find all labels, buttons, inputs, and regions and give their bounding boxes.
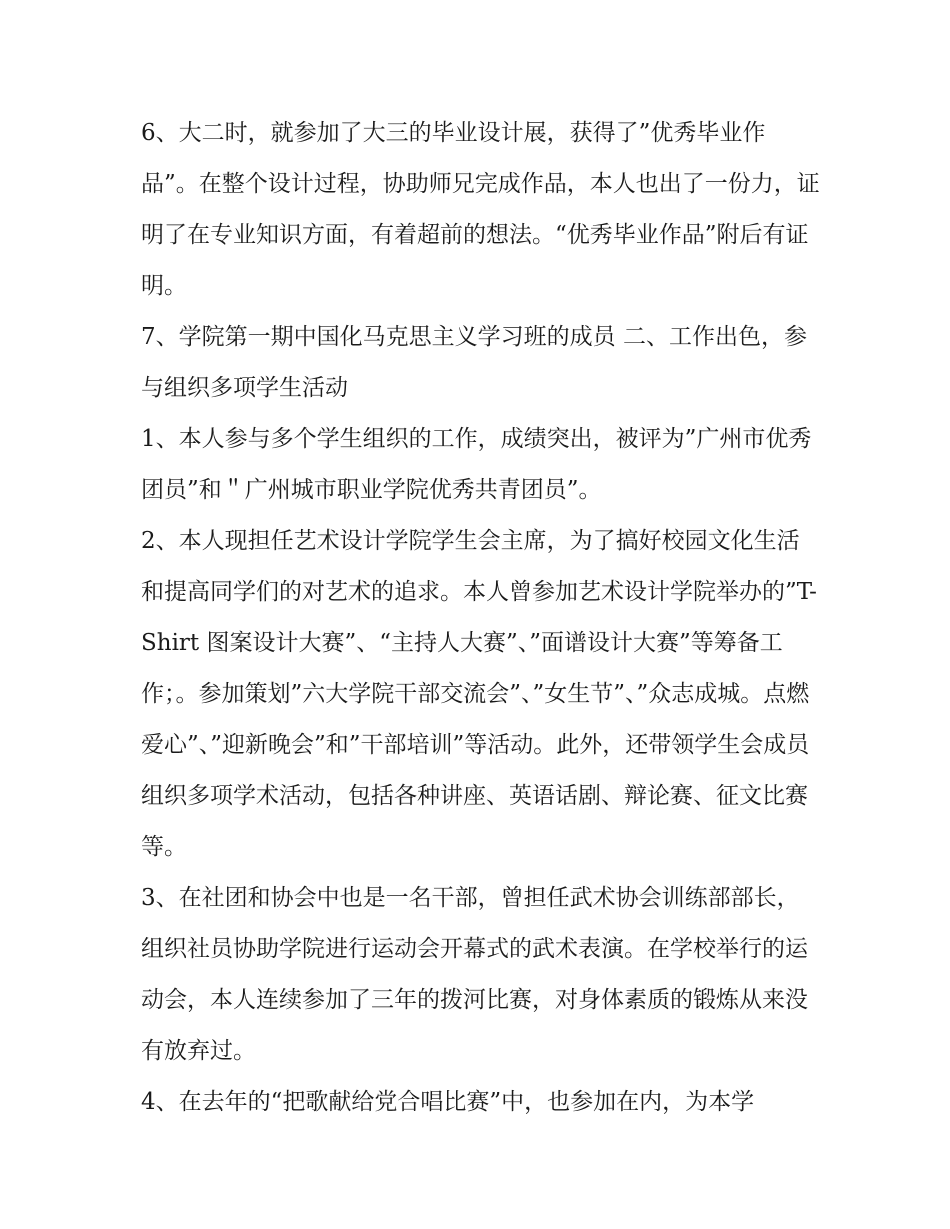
document-body [141,108,821,1128]
paragraph-work-2: 2、本人现担任艺术设计学院学生会主席，为了搞好校园文化生活和提高同学们的对艺术的追求。本人曾参加艺术设计学院举办的”T-Shirt 图案设计大赛”、“主持人大赛”、”面谱设计大赛”等筹备工作；。参加策划”六大学院干部交流会”、”女生节”、”众志成城。点燃爱心”、”迎新晚会”和”干部培训”等活动。此外，还带领学生会成员组织多项学术活动，包括各种讲座、英语话剧、辩论赛、征文比赛等。 [141,528,817,860]
paragraph-work-3: 3、在社团和协会中也是一名干部，曾担任武术协会训练部部长，组织社员协助学院进行运动会开幕式的武术表演。在学校举行的运动会，本人连续参加了三年的拨河比赛，对身体素质的锻炼从来没有放弃过。 [141,885,808,1064]
paragraph-work-4: 4、在去年的“把歌献给党合唱比赛”中，也参加在内，为本学 [141,1089,755,1115]
paragraph-item-7: 7、学院第一期中国化马克思主义学习班的成员 二、工作出色，参与组织多项学生活动 [141,324,807,401]
paragraph-item-6: 6、大二时，就参加了大三的毕业设计展，获得了”优秀毕业作品”。在整个设计过程，协助师兄完成作品，本人也出了一份力，证明了在专业知识方面，有着超前的想法。“优秀毕业作品”附后有证明。 [141,120,820,299]
paragraph-work-1: 1、本人参与多个学生组织的工作，成绩突出，被评为”广州市优秀团员”和＂广州城市职业学院优秀共青团员”。 [141,426,812,503]
